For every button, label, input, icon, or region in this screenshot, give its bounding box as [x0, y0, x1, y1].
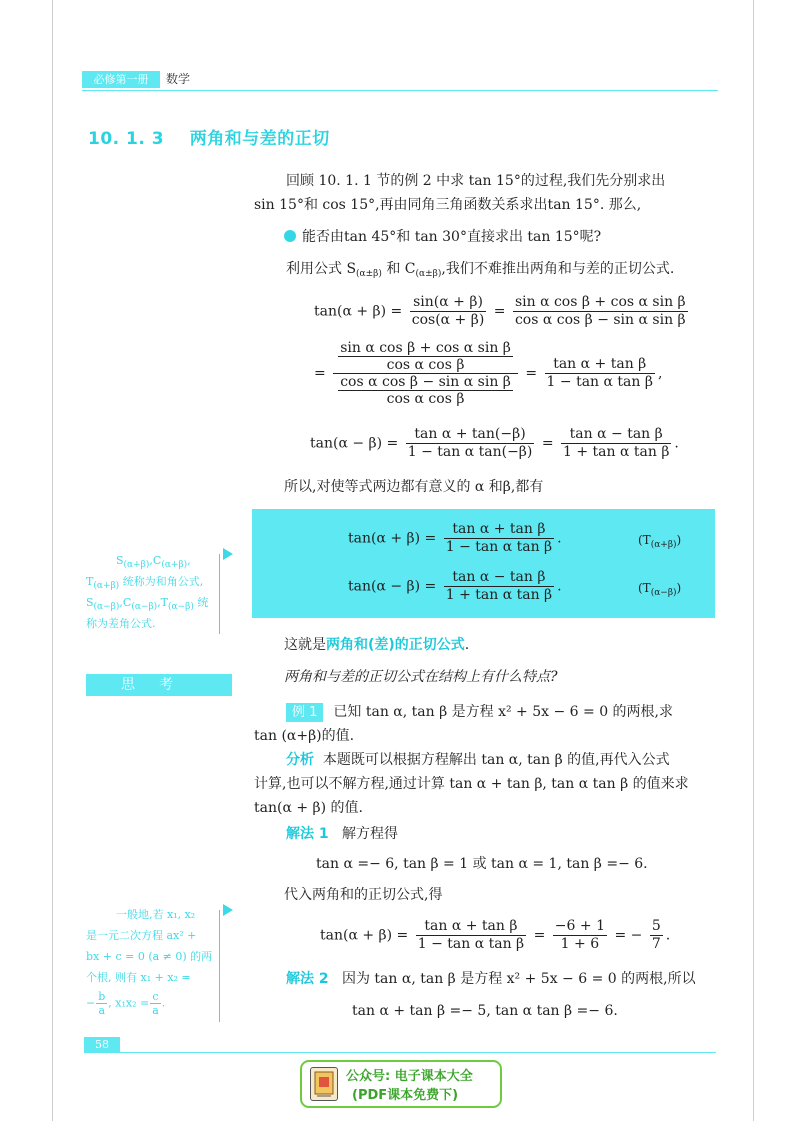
analysis-line-1 — [286, 749, 670, 771]
sidenote-bracket — [218, 554, 220, 634]
frac-den: cos α cos β − sin α sin β — [514, 312, 686, 328]
sn-frac-c — [150, 990, 161, 1017]
sn-text: S — [116, 554, 124, 567]
frac-den: 1 + 6 — [560, 936, 600, 952]
frac-num: sin α cos β + cos α sin β — [514, 294, 686, 310]
solution1-line — [286, 823, 398, 845]
example-text: 已知 tan α, tan β 是方程 x² + 5x − 6 = 0 的两根,求 — [333, 704, 674, 720]
intro-sub1: (α±β) — [356, 269, 382, 279]
fraction-tan-sum — [545, 356, 655, 391]
intro-mid: 和 C — [386, 261, 416, 277]
header-rule — [82, 90, 718, 91]
label-close: ) — [676, 581, 682, 595]
frac-num: tan α + tan(−β) — [406, 426, 535, 444]
sidenote-arrow-icon — [223, 548, 233, 560]
sn-text: S — [86, 596, 94, 609]
sn-sub: (α−β) — [93, 602, 120, 612]
frac-num: tan α − tan β — [444, 569, 554, 587]
page-number: 58 — [84, 1037, 120, 1053]
question-text: 能否由tan 45°和 tan 30°直接求出 tan 15°呢? — [302, 229, 602, 245]
fraction-neg-beta — [406, 426, 535, 461]
fraction-expanded — [513, 294, 688, 329]
frac-den: 1 − tan α tan β — [445, 539, 553, 555]
frac-num: cos α cos β − sin α sin β — [340, 374, 511, 390]
solution2-text: 因为 tan α, tan β 是方程 x² + 5x − 6 = 0 的两根,所以 — [341, 971, 696, 987]
sn-text: ,C — [149, 554, 162, 567]
intro-line-2: sin 15°和 cos 15°,再由同角三角函数关系求出tan 15°. 那么, — [254, 197, 642, 213]
example-line-2: tan (α+β)的值. — [254, 728, 355, 744]
analysis-label: 分析 — [286, 752, 314, 768]
solution1-label: 解法 1 — [286, 826, 329, 842]
frac-num: b — [98, 990, 106, 1003]
frac-den: 7 — [651, 936, 661, 952]
sol-lhs: tan(α + β) = — [320, 927, 409, 944]
section-name: 两角和与差的正切 — [189, 129, 330, 149]
example-badge: 例 1 — [286, 703, 323, 722]
analysis-line-3: tan(α + β) 的值. — [254, 800, 363, 816]
solution2-label: 解法 2 — [286, 971, 329, 987]
think-question: 两角和与差的正切公式在结构上有什么特点? — [284, 669, 558, 685]
frac-num: tan α + tan β — [416, 918, 526, 936]
intro-sub2: (α±β) — [415, 269, 442, 279]
frac-num: 5 — [651, 918, 661, 934]
example-line-1 — [286, 701, 673, 723]
intro-suffix: ,我们不难推出两角和与差的正切公式. — [441, 261, 675, 277]
conclusion-prefix: 这就是 — [284, 637, 326, 653]
sidenote2-line2: 是一元二次方程 ax² + — [86, 929, 197, 942]
sidenote2-line1: 一般地,若 x₁, x₂ — [116, 908, 196, 921]
sidenote2-arrow-icon — [223, 904, 233, 916]
frac-den: 1 + tan α tan β — [445, 587, 553, 603]
sn-sub: (α+β) — [161, 560, 188, 570]
formula-box — [252, 509, 715, 618]
sn-text: ,T — [157, 596, 169, 609]
derivation-line-3: tan(α − β) = $\frac{\text{tan α + tan(−β)}}{\text{1 − tan α tan(−β)}}$ = $\frac{\text{tan α − tan β}}{\text{1 + tan α tan β}}$ . — [310, 426, 679, 460]
derivation-line-2: = $\frac{\frac{\text{sin α cos β + cos α sin β}}{\text{cos α cos β}}}{\frac{\text{cos α cos β − sin α sin β}}{\text{cos α cos β}}}$ = $\frac{\text{tan α + tan β}}{\text{1 − tan α tan β}}$ , — [314, 340, 663, 407]
sub-frac — [338, 374, 513, 407]
solution1-equation: tan(α + β) = $\frac{\text{tan α + tan β}}{\text{1 − tan α tan β}}$ = $\frac{-6 + 1}{1 + 6}$ = − $\frac{5}{7}$ . — [320, 918, 671, 952]
intro-prefix: 利用公式 S — [286, 261, 357, 277]
footer-rule — [84, 1052, 716, 1053]
sn-text: T — [86, 575, 94, 588]
sol-frac-3 — [650, 918, 663, 953]
watermark-banner — [300, 1060, 502, 1108]
frac-den: 1 − tan α tan(−β) — [407, 444, 533, 460]
sn-sub: (α−β) — [131, 602, 158, 612]
formula-plus: tan(α + β) = $\frac{\text{tan α + tan β}}{\text{1 − tan α tan β}}$ . — [348, 521, 562, 555]
frac-den: 1 + tan α tan β — [563, 444, 670, 460]
frac-den: 1 − tan α tan β — [546, 374, 653, 390]
sn-text: 统 — [193, 596, 209, 609]
sol-end: . — [665, 927, 671, 944]
deriv-lhs2: tan(α − β) = — [310, 435, 399, 452]
sol-frac-1 — [416, 918, 526, 953]
frac-den: cos α cos β — [386, 357, 465, 373]
compound-den — [333, 374, 518, 407]
solution2-result: tan α + tan β =− 5, tan α tan β =− 6. — [352, 1003, 618, 1019]
formula-minus: tan(α − β) = $\frac{\text{tan α − tan β}}{\text{1 + tan α tan β}}$ . — [348, 569, 562, 603]
fraction-tan-diff — [561, 426, 671, 461]
fraction-sin-cos — [410, 294, 487, 329]
minus-fraction — [444, 569, 554, 604]
section-title — [88, 124, 330, 149]
sn-sub: (α−β) — [168, 602, 194, 612]
sn-frac-b — [96, 990, 107, 1017]
label-sub: (α+β) — [650, 540, 677, 550]
sn-text: , — [187, 554, 191, 567]
analysis-line-2: 计算,也可以不解方程,通过计算 tan α + tan β, tan α tan β 的值来求 — [254, 776, 689, 792]
formula-intro — [286, 258, 674, 285]
sol-eq: = − — [614, 927, 643, 944]
sidenote2-line4: 个根, 则有 x₁ + x₂ = — [86, 971, 191, 984]
frac-num: tan α + tan β — [444, 521, 554, 539]
sidenote2-line3: bx + c = 0 (a ≠ 0) 的两 — [86, 950, 213, 963]
solution1-roots: tan α =− 6, tan β = 1 或 tan α = 1, tan β =− 6. — [316, 856, 648, 872]
sidenote2-bracket — [218, 910, 220, 1022]
solution1-sub: 代入两角和的正切公式,得 — [284, 887, 443, 903]
conclusion-suffix: . — [464, 637, 470, 653]
sol-frac-2 — [553, 918, 607, 953]
therefore-line: 所以,对使等式两边都有意义的 α 和β,都有 — [284, 479, 544, 495]
frac-num: −6 + 1 — [554, 918, 605, 934]
subject-label: 数学 — [166, 72, 191, 86]
book-tag: 必修第一册 — [82, 71, 160, 88]
plus-fraction — [444, 521, 554, 556]
frac-den: cos(α + β) — [411, 312, 485, 328]
frac-den: 1 − tan α tan β — [417, 936, 525, 952]
label-t: (T — [638, 581, 651, 595]
sn-text: 统称为和角公式, — [119, 575, 204, 588]
label-sub: (α−β) — [650, 588, 677, 598]
formula-plus-label — [638, 533, 681, 550]
sn-text: − — [86, 996, 96, 1010]
watermark-line-2: (PDF课本免费下) — [352, 1088, 459, 1103]
watermark-line-1: 公众号: 电子课本大全 — [346, 1069, 473, 1084]
minus-lhs: tan(α − β) = — [348, 578, 437, 595]
book-icon-glyph — [311, 1068, 337, 1100]
plus-lhs: tan(α + β) = — [348, 530, 437, 547]
deriv-lhs1: tan(α + β) = — [314, 303, 403, 320]
sn-text: ,C — [119, 596, 132, 609]
formula-minus-label — [638, 581, 681, 598]
sidenote2-line5 — [86, 990, 165, 1017]
frac-num: tan α + tan β — [545, 356, 655, 374]
frac-num: c — [150, 990, 161, 1004]
sn-text: , x₁x₂ = — [108, 996, 150, 1010]
conclusion-highlight: 两角和(差)的正切公式 — [326, 637, 465, 653]
frac-den: cos α cos β — [386, 391, 465, 407]
think-label: 思考 — [86, 674, 232, 696]
frac-num: sin(α + β) — [410, 294, 487, 312]
frac-den: a — [152, 1004, 159, 1017]
question-line — [284, 226, 601, 248]
compound-num — [333, 340, 518, 374]
frac-num: sin α cos β + cos α sin β — [340, 340, 511, 356]
sn-text: . — [161, 996, 166, 1010]
sub-frac — [338, 340, 513, 373]
derivation-line-1: tan(α + β) = $\frac{\sin(\alpha + \beta)}{\cos(\alpha + \beta)}$ = $\frac{\text{sin α cos β + cos α sin β}}{\text{cos α cos β − sin α sin β}}$ — [314, 294, 686, 328]
section-number: 10. 1. 3 — [88, 129, 165, 149]
solution2-line — [286, 968, 696, 990]
frac-num: tan α − tan β — [561, 426, 671, 444]
frac-den: a — [98, 1004, 106, 1017]
sn-sub: (α+β) — [123, 560, 150, 570]
solution1-text: 解方程得 — [341, 826, 398, 842]
label-close: ) — [676, 533, 682, 547]
conclusion-line — [284, 634, 469, 656]
intro-line-1: 回顾 10. 1. 1 节的例 2 中求 tan 15°的过程,我们先分别求出 — [286, 173, 666, 189]
book-icon — [310, 1067, 338, 1101]
label-t: (T — [638, 533, 651, 547]
compound-fraction — [333, 340, 518, 407]
sn-sub: (α+β) — [93, 581, 120, 591]
analysis-text: 本题既可以根据方程解出 tan α, tan β 的值,再代入公式 — [322, 752, 670, 768]
sidenote1-line4: 称为差角公式. — [86, 617, 156, 630]
bullet-dot-icon — [284, 230, 296, 242]
